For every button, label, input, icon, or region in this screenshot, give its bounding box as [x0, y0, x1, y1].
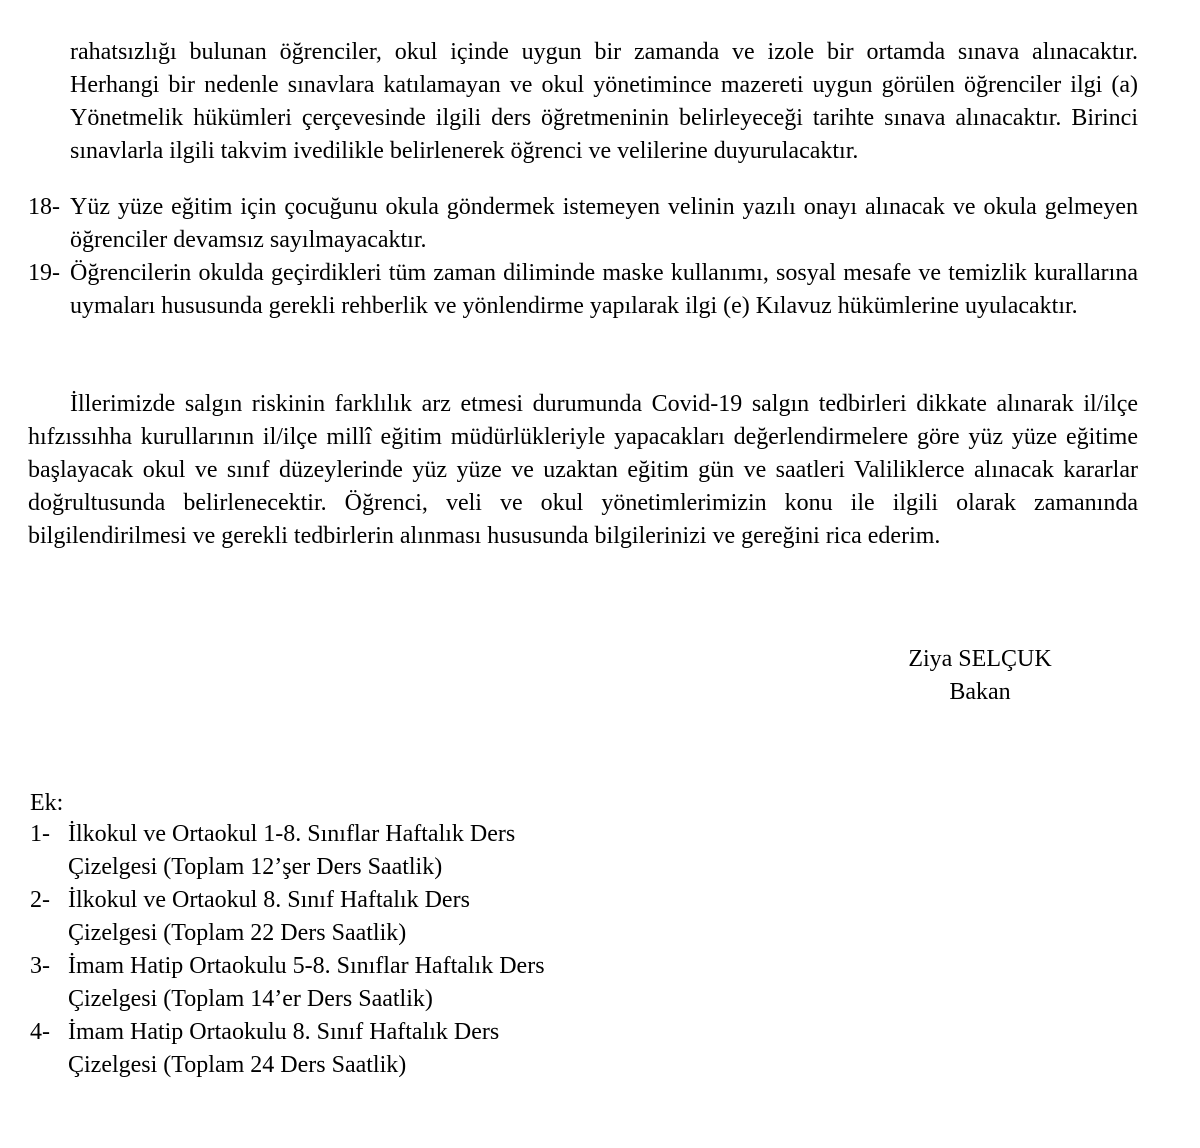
attachment-number: 2-	[30, 887, 50, 913]
attachment-item	[30, 1016, 630, 1082]
signatory-name: Ziya SELÇUK	[908, 646, 1052, 672]
list-item-text: Öğrencilerin okulda geçirdikleri tüm zaman diliminde maske kullanımı, sosyal mesafe ve temizlik kurallarına uymaları hususunda gerekli rehberlik ve yönlendirme yapılarak ilgi (e) Kılavuz hükümlerine uyulacaktır.	[70, 260, 1138, 319]
closing-paragraph: İllerimizde salgın riskinin farklılık arz etmesi durumunda Covid-19 salgın tedbirleri dikkate alınarak il/ilçe hıfzıssıhha kurullarının il/ilçe millî eğitim müdürlükleriyle yapacakları değerlendirmelere göre yüz yüze eğitime başlayacak okul ve sınıf düzeylerinde yüz yüze ve uzaktan eğitim gün ve saatleri Valiliklerce alınacak kararlar doğrultusunda belirlenecektir. Öğrenci, veli ve okul yönetimlerimizin konu ile ilgili olarak zamanında bilgilendirilmesi ve gerekli tedbirlerin alınması hususunda bilgilerinizi ve gereğini rica ederim.	[28, 391, 1138, 549]
attachment-line: Çizelgesi (Toplam 12’şer Ders Saatlik)	[68, 854, 443, 880]
attachment-line: Çizelgesi (Toplam 24 Ders Saatlik)	[68, 1052, 407, 1078]
attachment-line: Çizelgesi (Toplam 22 Ders Saatlik)	[68, 920, 407, 946]
attachment-item	[30, 950, 630, 1016]
list-item-number: 19-	[28, 260, 60, 286]
list-item-text: Yüz yüze eğitim için çocuğunu okula göndermek istemeyen velinin yazılı onayı alınacak ve okula gelmeyen öğrenciler devamsız sayılmayacaktır.	[70, 194, 1138, 253]
attachment-line: İmam Hatip Ortaokulu 8. Sınıf Haftalık Ders	[68, 1019, 500, 1045]
signatory-title: Bakan	[949, 679, 1011, 705]
attachment-item	[30, 884, 630, 950]
attachment-line: İmam Hatip Ortaokulu 5-8. Sınıflar Haftalık Ders	[68, 953, 545, 979]
attachments-label: Ek:	[30, 790, 64, 816]
attachment-number: 3-	[30, 953, 50, 979]
attachment-number: 1-	[30, 821, 50, 847]
list-item-18	[28, 191, 1138, 257]
attachments-list	[30, 818, 630, 1082]
list-item-19	[28, 257, 1138, 323]
list-item-number: 18-	[28, 194, 60, 220]
attachment-line: İlkokul ve Ortaokul 1-8. Sınıflar Haftalık Ders	[68, 821, 516, 847]
attachment-item	[30, 818, 630, 884]
continued-paragraph: rahatsızlığı bulunan öğrenciler, okul içinde uygun bir zamanda ve izole bir ortamda sınava alınacaktır. Herhangi bir nedenle sınavlara katılamayan ve okul yönetimince mazereti uygun görülen öğrenciler ilgi (a) Yönetmelik hükümleri çerçevesinde ilgili ders öğretmeninin belirleyeceği tarihte sınava alınacaktır. Birinci sınavlarla ilgili takvim ivedilikle belirlenerek öğrenci ve velilerine duyurulacaktır.	[70, 39, 1138, 164]
signature-block	[880, 643, 1080, 709]
attachment-line: Çizelgesi (Toplam 14’er Ders Saatlik)	[68, 986, 433, 1012]
attachment-line: İlkokul ve Ortaokul 8. Sınıf Haftalık Ders	[68, 887, 470, 913]
attachment-number: 4-	[30, 1019, 50, 1045]
